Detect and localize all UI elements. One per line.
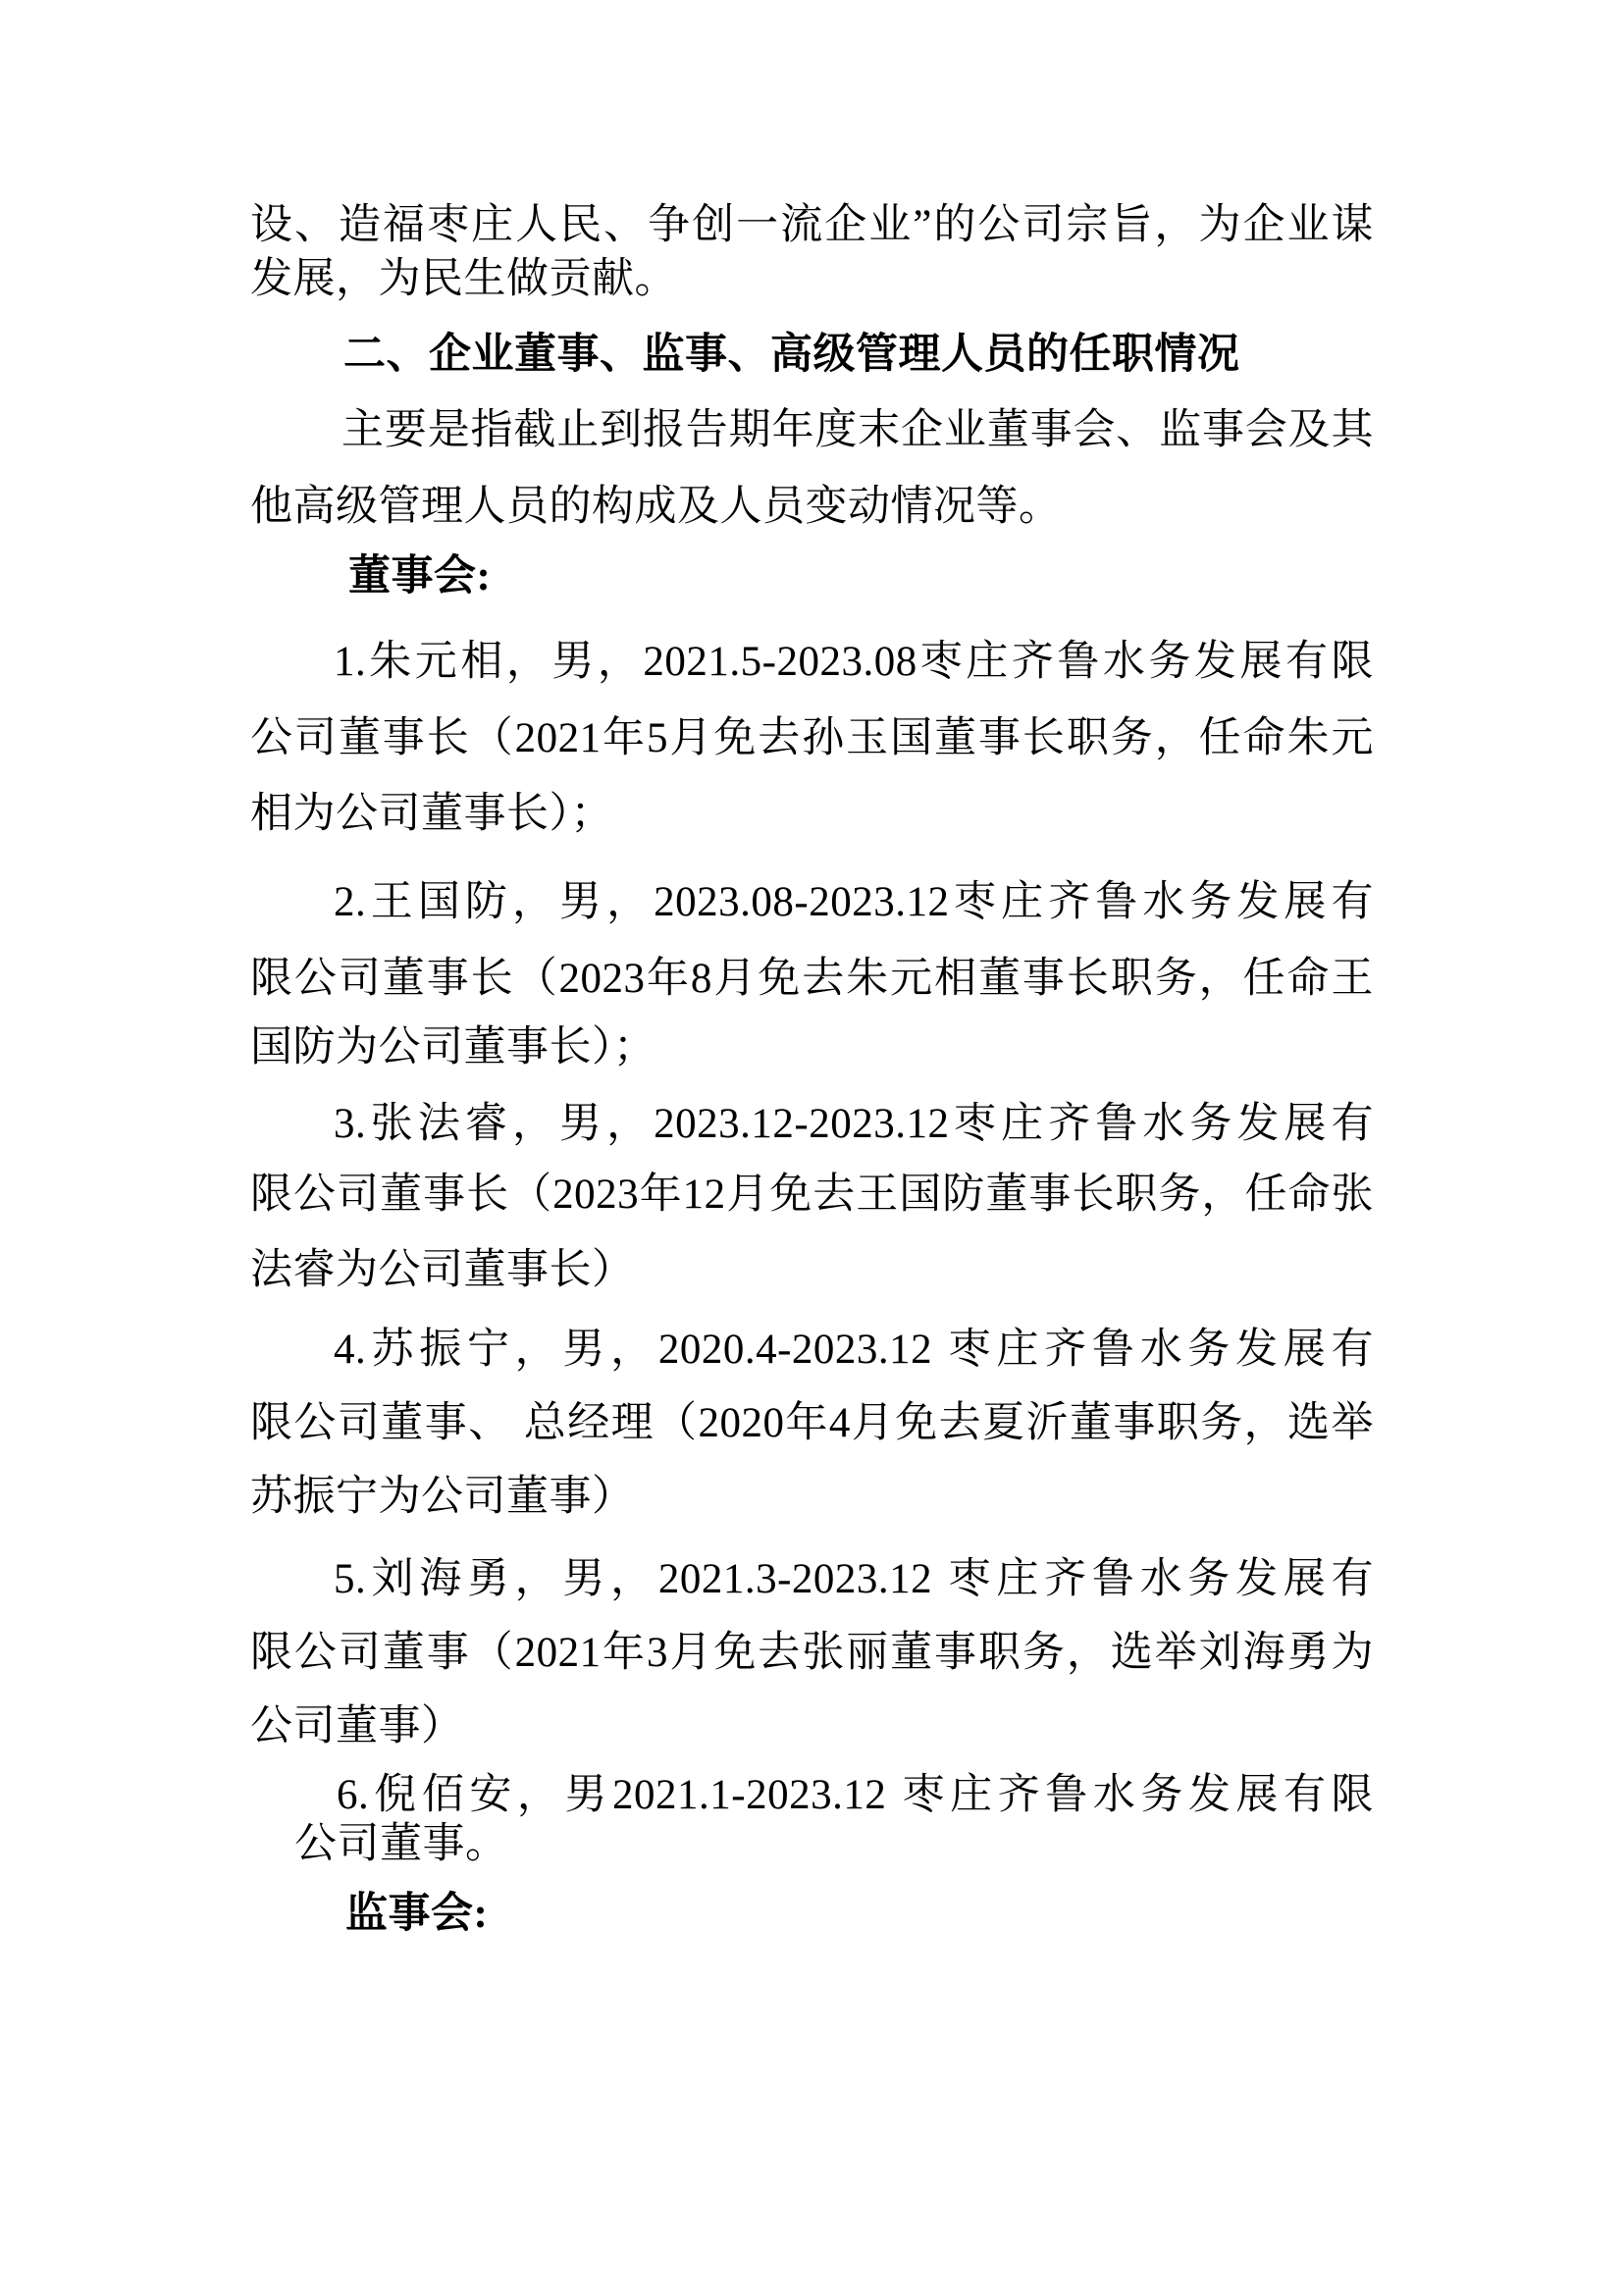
text-line: 限公司董事长（2023年8月免去朱元相董事长职务，任命王 xyxy=(250,956,1374,1002)
text-line: 4.苏振宁，男，2020.4-2023.12 枣庄齐鲁水务发展有 xyxy=(334,1327,1374,1373)
text-line: 公司董事长（2021年5月免去孙玉国董事长职务，任命朱元 xyxy=(250,715,1374,761)
section-heading: 二、企业董事、监事、高级管理人员的任职情况 xyxy=(343,332,1240,378)
text-line: 5.刘海勇，男，2021.3-2023.12 枣庄齐鲁水务发展有 xyxy=(334,1556,1374,1602)
text-line: 公司董事。 xyxy=(294,1821,508,1867)
text-line: 相为公司董事长）； xyxy=(250,791,613,837)
section-heading: 董事会: xyxy=(348,553,492,600)
text-line: 国防为公司董事长）； xyxy=(250,1024,656,1070)
text-line: 限公司董事（2021年3月免去张丽董事职务，选举刘海勇为 xyxy=(250,1630,1374,1676)
text-line: 苏振宁为公司董事） xyxy=(250,1474,635,1520)
text-line: 限公司董事长（2023年12月免去王国防董事长职务，任命张 xyxy=(250,1172,1374,1218)
section-heading: 监事会: xyxy=(345,1891,489,1937)
text-line: 设、造福枣庄人民、争创一流企业”的公司宗旨，为企业谋 xyxy=(250,202,1374,248)
text-line: 法睿为公司董事长） xyxy=(250,1247,635,1293)
text-line: 2.王国防，男，2023.08-2023.12枣庄齐鲁水务发展有 xyxy=(334,879,1374,925)
text-line: 公司董事） xyxy=(250,1703,464,1749)
text-line: 6.倪佰安，男2021.1-2023.12 枣庄齐鲁水务发展有限 xyxy=(337,1772,1374,1818)
text-line: 发展，为民生做贡献。 xyxy=(250,256,677,302)
text-line: 限公司董事、 总经理（2020年4月免去夏沂董事职务，选举 xyxy=(250,1400,1374,1446)
text-line: 3.张法睿，男，2023.12-2023.12枣庄齐鲁水务发展有 xyxy=(334,1101,1374,1147)
text-line: 主要是指截止到报告期年度末企业董事会、监事会及其 xyxy=(341,407,1374,453)
text-line: 1.朱元相，男，2021.5-2023.08枣庄齐鲁水务发展有限 xyxy=(334,639,1374,685)
text-line: 他高级管理人员的构成及人员变动情况等。 xyxy=(250,484,1062,530)
